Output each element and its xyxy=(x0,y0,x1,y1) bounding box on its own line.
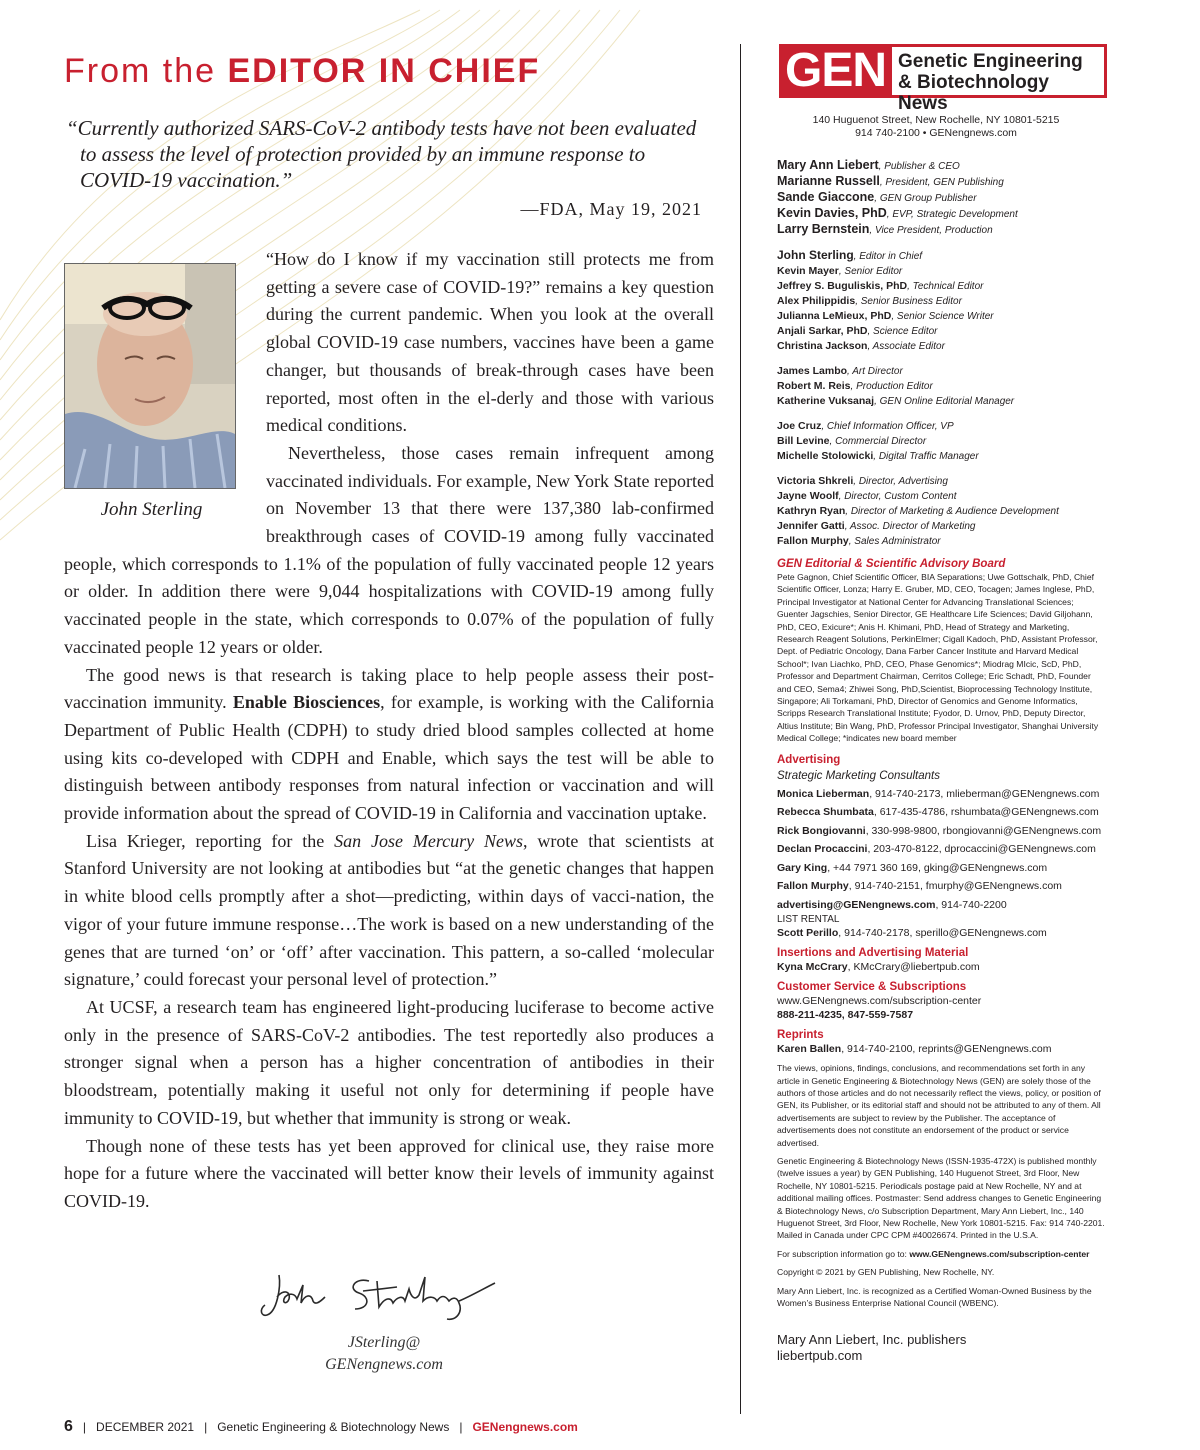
staff-title: , Sales Administrator xyxy=(848,536,941,547)
contact-detail: , +44 7971 360 169, gking@GENengnews.com xyxy=(827,861,1048,874)
header-prefix: From the xyxy=(64,52,217,90)
staff-title: , Publisher & CEO xyxy=(878,161,960,172)
author-email xyxy=(259,1332,509,1376)
gen-logo xyxy=(779,44,1107,114)
staff-name: Anjali Sarkar, PhD xyxy=(777,325,868,337)
article-paragraph xyxy=(64,828,714,994)
staff-row xyxy=(777,324,1107,339)
insertions-contact xyxy=(777,960,1107,974)
staff-title: , Director, Custom Content xyxy=(838,491,957,502)
staff-title: , Vice President, Production xyxy=(869,225,993,236)
footer-divider: | xyxy=(204,1420,208,1434)
staff-title: , Senior Editor xyxy=(838,266,903,277)
contact-name: Gary King xyxy=(777,861,828,874)
staff-name: Fallon Murphy xyxy=(777,535,849,547)
contact-name: advertising@GENengnews.com xyxy=(777,898,936,911)
contact-name: Declan Procaccini xyxy=(777,843,868,856)
article-paragraph: “How do I know if my vaccination still protects me from getting a severe case of COVID-19?” remains a key question during the current pandemic. When you look at the overall global COVID-19 case numbers, vaccines have been a game changer, but thousands of break-through cases have been reported, most often in the el-derly and those with various medical conditions. xyxy=(266,249,714,436)
contact-name: Rebecca Shumbata xyxy=(777,806,874,819)
paragraph-text: , for example, is working with the California Department of Public Health (CDPH) to study dried blood samples collected at home using kits co-developed with CDPH and Enable, which says the test will be able to distinguish between antibody responses from natural infection or vaccination and will provide information about the spread of COVID-19 in California and vaccination uptake. xyxy=(64,692,714,824)
advertising-contact xyxy=(777,859,1107,878)
insertions-heading: Insertions and Advertising Material xyxy=(777,947,969,960)
quote-date: May 19, 2021 xyxy=(589,199,702,219)
staff-production xyxy=(777,364,1107,409)
staff-title: , President, GEN Publishing xyxy=(879,177,1004,188)
contact-detail: , 203-470-8122, dprocaccini@GENengnews.com xyxy=(867,843,1096,856)
staff-row xyxy=(777,489,1107,504)
advisory-heading: GEN Editorial & Scientific Advisory Board xyxy=(777,558,1006,570)
customer-service-phone: 888-211-4235, 847-559-7587 xyxy=(777,1009,914,1022)
logo-mark: GEN xyxy=(779,44,892,98)
article-paragraph: At UCSF, a research team has engineered light-producing luciferase to become active only in the presence of SARS-CoV-2 antibodies. The test reportedly also produces a stronger signal when a person has a higher concentration of antibodies in their bloodstream, potentially making it useful not only for determining if people have immunity to COVID-19, but whether that immunity is strong or weak. xyxy=(64,996,714,1128)
customer-service-url: www.GENengnews.com/subscription-center xyxy=(777,995,982,1008)
wbenc-text: Mary Ann Liebert, Inc. is recognized as a Certified Woman-Owned Business by the Women’s Business Enterprise National Council (WBENC). xyxy=(777,1285,1092,1309)
logo-wordmark xyxy=(892,44,1107,114)
staff-row xyxy=(777,519,1107,534)
article-paragraph xyxy=(64,662,714,828)
subscription-link[interactable]: www.GENengnews.com/subscription-center xyxy=(909,1248,1090,1259)
contact-detail: , 914-740-2200 xyxy=(935,898,1007,911)
contact-detail: , KMcCrary@liebertpub.com xyxy=(847,961,980,974)
staff-row xyxy=(777,534,1107,549)
paragraph-text: The good news is that research is taking place to help people assess their post-vaccination immunity. xyxy=(64,664,714,713)
staff-title: , GEN Online Editorial Manager xyxy=(874,396,1015,407)
footer-divider: | xyxy=(459,1420,463,1434)
staff-title: , Senior Science Writer xyxy=(891,311,994,322)
publisher-url[interactable]: liebertpub.com xyxy=(777,1347,863,1363)
staff-name: Alex Philippidis xyxy=(777,295,856,307)
contact-detail: , 914-740-2151, fmurphy@GENengnews.com xyxy=(848,880,1062,893)
contact-name: Kyna McCrary xyxy=(777,961,848,974)
staff-name: Marianne Russell xyxy=(777,174,880,188)
staff-editors xyxy=(777,248,1107,354)
advertising-contact xyxy=(777,785,1107,804)
article-paragraph: Though none of these tests has yet been approved for clinical use, they raise more hope for a future where the vaccinated will better know their levels of immunity against COVID-19. xyxy=(64,1135,714,1211)
staff-name: Julianna LeMieux, PhD xyxy=(777,310,892,322)
staff-row xyxy=(777,264,1107,279)
staff-title: , Senior Business Editor xyxy=(855,296,962,307)
footer-divider: | xyxy=(82,1420,87,1434)
staff-title: , Assoc. Director of Marketing xyxy=(844,521,976,532)
staff-title: , Director of Marketing & Audience Development xyxy=(845,506,1059,517)
website-link[interactable]: GENengnews.com xyxy=(472,1420,578,1434)
staff-row xyxy=(777,504,1107,519)
logo-line: Genetic Engineering xyxy=(898,51,1083,72)
staff-name: James Lambo xyxy=(777,365,848,377)
editorial-column xyxy=(64,52,715,1373)
quote-source: —FDA, xyxy=(520,199,584,219)
staff-row xyxy=(777,190,1107,206)
masthead xyxy=(777,44,1107,1364)
publisher-name: Mary Ann Liebert, Inc. publishers xyxy=(777,1331,967,1347)
advertising-heading: Advertising xyxy=(777,753,841,766)
author-photo xyxy=(64,263,236,489)
staff-name: John Sterling xyxy=(777,248,854,262)
advertising-contact xyxy=(777,840,1107,859)
customer-service-heading: Customer Service & Subscriptions xyxy=(777,981,967,994)
subscription-label: For subscription information go to: xyxy=(777,1248,907,1259)
staff-row xyxy=(777,222,1107,238)
handwritten-signature xyxy=(259,1267,509,1327)
list-rental-label: LIST RENTAL xyxy=(777,914,840,926)
staff-row xyxy=(777,309,1107,324)
staff-name: Robert M. Reis xyxy=(777,380,851,392)
staff-name: Larry Bernstein xyxy=(777,222,870,236)
staff-row xyxy=(777,419,1107,434)
pull-quote: “Currently authorized SARS-CoV-2 antibody tests have not been evaluated to assess the level of protection provided by an immune response to COVID-19 vaccination.” xyxy=(66,116,697,192)
header-title: EDITOR IN CHIEF xyxy=(227,52,541,90)
company-name: Enable Biosciences xyxy=(232,692,381,713)
contact-name: Scott Perillo xyxy=(777,927,839,940)
address-line: 140 Huguenot Street, New Rochelle, NY 10801-5215 xyxy=(812,114,1060,126)
email-line: GENengnews.com xyxy=(325,1356,443,1373)
publication-info: Genetic Engineering & Biotechnology News (ISSN-1935-472X) is published monthly (twelve issues a year) by GEN Publishing, 140 Huguenot Street, 3rd Floor, New Rochelle, NY 10801-5215. Periodicals postage paid at New Rochelle, NY and at additional mailing offices. Postmaster: Send address changes to Genetic Engineering & Biotechnology News, c/o Subscription Department, Mary Ann Liebert, Inc., 140 Huguenot Street, 3rd Floor, New Rochelle, New York 10801-5215. Fax: 914 740-2201. Mailed in Canada under CPC CPM #40026674. Printed in the U.S.A. xyxy=(777,1156,1105,1241)
magazine-name: Genetic Engineering & Biotechnology News xyxy=(217,1420,450,1434)
staff-name: Victoria Shkreli xyxy=(777,475,854,487)
staff-title: , Editor in Chief xyxy=(853,251,923,262)
staff-title: , GEN Group Publisher xyxy=(874,193,977,204)
staff-name: Jeffrey S. Buguliskis, PhD xyxy=(777,280,908,292)
staff-title: , EVP, Strategic Development xyxy=(886,209,1018,220)
staff-sales xyxy=(777,474,1107,549)
contact-name: Fallon Murphy xyxy=(777,880,849,893)
address-line: 914 740-2100 • GENengnews.com xyxy=(855,127,1017,139)
staff-row xyxy=(777,434,1107,449)
staff-row xyxy=(777,279,1107,294)
author-photo-block xyxy=(64,263,239,521)
staff-name: Katherine Vuksanaj xyxy=(777,395,875,407)
staff-row xyxy=(777,474,1107,489)
staff-title: , Associate Editor xyxy=(867,341,945,352)
contact-name: Rick Bongiovanni xyxy=(777,824,866,837)
staff-name: Jayne Woolf xyxy=(777,490,839,502)
contact-detail: , 914-740-2178, sperillo@GENengnews.com xyxy=(838,927,1047,940)
page-footer xyxy=(64,1418,578,1436)
contact-detail: , 914-740-2173, mlieberman@GENengnews.com xyxy=(869,787,1100,800)
staff-digital xyxy=(777,419,1107,464)
staff-row xyxy=(777,294,1107,309)
contact-detail: , 617-435-4786, rshumbata@GENengnews.com xyxy=(873,806,1099,819)
masthead-address xyxy=(777,114,1095,140)
staff-title: , Science Editor xyxy=(867,326,938,337)
staff-name: Kevin Mayer xyxy=(777,265,839,277)
staff-title: , Technical Editor xyxy=(907,281,984,292)
staff-name: Sande Giaccone xyxy=(777,190,875,204)
staff-name: Bill Levine xyxy=(777,435,830,447)
staff-title: , Art Director xyxy=(847,366,903,377)
staff-row xyxy=(777,379,1107,394)
reprints-heading: Reprints xyxy=(777,1029,824,1042)
email-line: JSterling@ xyxy=(347,1334,421,1351)
photo-caption: John Sterling xyxy=(100,499,203,520)
staff-name: Christina Jackson xyxy=(777,340,868,352)
staff-row xyxy=(777,339,1107,354)
quote-attribution xyxy=(64,199,702,220)
advertising-contact xyxy=(777,896,1107,915)
staff-name: Mary Ann Liebert xyxy=(777,158,879,172)
staff-name: Kathryn Ryan xyxy=(777,505,846,517)
contact-detail: , 914-740-2100, reprints@GENengnews.com xyxy=(841,1043,1052,1056)
advertising-subheading: Strategic Marketing Consultants xyxy=(777,769,940,782)
subscription-info xyxy=(777,1248,1107,1260)
advertising-contact xyxy=(777,822,1107,841)
staff-title: , Digital Traffic Manager xyxy=(873,451,979,462)
publication-name: San Jose Mercury News xyxy=(334,830,524,851)
staff-title: , Chief Information Officer, VP xyxy=(821,421,954,432)
publisher-block xyxy=(777,1332,1107,1364)
staff-row xyxy=(777,174,1107,190)
list-rental-contact xyxy=(777,926,1107,940)
staff-row xyxy=(777,248,1107,264)
staff-title: , Director, Advertising xyxy=(853,476,948,487)
page-number: 6 xyxy=(64,1418,73,1435)
staff-name: Kevin Davies, PhD xyxy=(777,206,887,220)
advertising-contacts xyxy=(777,785,1107,915)
article-paragraph: Nevertheless, those cases remain infrequent among vaccinated individuals. For example, New York State reported on November 13 that there were 137,380 lab-confirmed breakthrough cases of COVID-19 among fully vaccinated people, which corresponds to 1.1% of the population of fully vaccinated people 12 years or older. In addition there were 9,044 hospitalizations with COVID-19 among fully vaccinated people in the state, which corresponds to 0.07% of the population of fully vaccinated people 12 years or older. xyxy=(64,442,714,657)
contact-detail: , 330-998-9800, rbongiovanni@GENengnews.com xyxy=(865,824,1102,837)
reprints-contact xyxy=(777,1042,1107,1056)
staff-row xyxy=(777,206,1107,222)
staff-name: Jennifer Gatti xyxy=(777,520,845,532)
contact-name: Karen Ballen xyxy=(777,1043,842,1056)
contact-name: Monica Lieberman xyxy=(777,787,870,800)
advisory-board-list: Pete Gagnon, Chief Scientific Officer, BIA Separations; Uwe Gottschalk, PhD, Chief Scientific Officer, Lonza; Harry E. Gruber, MD, CEO, Tocagen; James Inglese, PhD, Principal Investigator at National Center for Advancing Translational Sciences; Guenter Jagschies, Senior Director, GE Healthcare Life Sciences; David Giljohann, PhD, CEO, Exicure*; Anis H. Khimani, PhD, Head of Strategy and Marketing, Research Reagent Solutions, PerkinElmer; Cigall Kadoch, PhD, Assistant Professor, Dept. of Pediatric Oncology, Dana Farber Cancer Institute and Harvard Medical School*; Ivan Liachko, PhD, CEO, Phase Genomics*; Miodrag MIcic, ScD, PhD, Professor and Department Chairman, Cerritos College; Eric Schadt, PhD, Founder and CEO, Sema4; Zhiwei Song, PhD,Scientist, Bioprocessing Technology Institute, Singapore; Ali Torkamani, PhD, Director of Genomics and Genome Informatics, Scripps Research Translational Institute; Fyodor, D. Urnov, PhD, Deputy Director, Altius Institute; Bin Wang, PhD, Professor Principal Investigator, Shanghai University Medical College; *indicates new board member xyxy=(777,572,1099,744)
paragraph-text: Lisa Krieger, reporting for the xyxy=(86,830,325,851)
logo-line: & Biotechnology News xyxy=(898,72,1049,114)
advertising-contact xyxy=(777,803,1107,822)
advertising-contact xyxy=(777,877,1107,896)
paragraph-text: , wrote that scientists at Stanford University are not looking at antibodies but “at the genetic changes that happen in white blood cells promptly after a shot—predicting, within days of vacci-nation, the vigor of your future immune response…The work is based on a new understanding of the genes that are turned ‘on’ or ‘off’ after vaccination. This pattern, a so-called ‘molecular signature,’ could forecast your personal level of protection.” xyxy=(64,830,715,990)
issue-date: DECEMBER 2021 xyxy=(96,1420,195,1434)
staff-name: Michelle Stolowicki xyxy=(777,450,874,462)
staff-title: , Production Editor xyxy=(850,381,933,392)
staff-row xyxy=(777,364,1107,379)
staff-name: Joe Cruz xyxy=(777,420,822,432)
staff-row xyxy=(777,449,1107,464)
section-header xyxy=(64,52,714,91)
signature-block xyxy=(259,1267,509,1376)
column-divider xyxy=(740,44,741,1414)
disclaimer-text: The views, opinions, findings, conclusions, and recommendations set forth in any article in Genetic Engineering & Biotechnology News (GEN) are solely those of the authors of those articles and do not necessarily reflect the views, policy, or position of GEN, its Publisher, or its editorial staff and should not be attributed to any of them. All advertisements are subject to review by the Publisher. The acceptance of advertisements does not constitute an endorsement of the product or service advertised. xyxy=(777,1063,1101,1148)
staff-executives xyxy=(777,158,1107,238)
staff-title: , Commercial Director xyxy=(829,436,927,447)
staff-row xyxy=(777,158,1107,174)
staff-row xyxy=(777,394,1107,409)
copyright-text: Copyright © 2021 by GEN Publishing, New Rochelle, NY. xyxy=(777,1267,995,1278)
